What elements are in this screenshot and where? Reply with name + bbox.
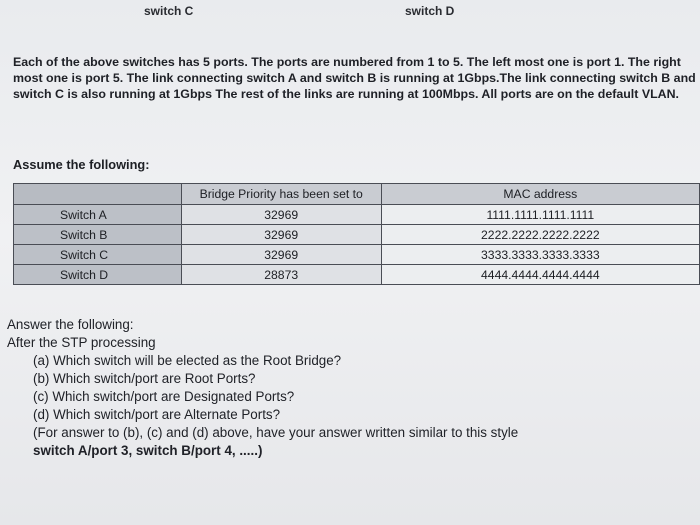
answer-subtitle: After the STP processing bbox=[7, 335, 156, 350]
intro-paragraph: Each of the above switches has 5 ports. The ports are numbered from 1 to 5. The left most one is port 1. The right most one is port 5. The link connecting switch A and switch B is running at 1Gbps.The link connecting switch B and switch C is also running at 1Gbps The rest of the links are running at 100Mbps. All ports are on the default VLAN. bbox=[13, 55, 696, 101]
answer-format-example: switch A/port 3, switch B/port 4, .....) bbox=[33, 443, 263, 458]
mac-address: 3333.3333.3333.3333 bbox=[381, 245, 699, 265]
table-header-row bbox=[14, 184, 700, 205]
header-mac: MAC address bbox=[381, 184, 699, 205]
bridge-priority: 28873 bbox=[181, 265, 381, 285]
mac-address: 4444.4444.4444.4444 bbox=[381, 265, 699, 285]
answer-title: Answer the following: bbox=[7, 317, 134, 332]
answer-format-note: (For answer to (b), (c) and (d) above, have your answer written similar to this style bbox=[33, 425, 519, 440]
table-row bbox=[14, 245, 700, 265]
question-c: (c) Which switch/port are Designated Ports? bbox=[33, 389, 295, 404]
assume-heading: Assume the following: bbox=[13, 157, 150, 172]
table-row bbox=[14, 205, 700, 225]
mac-address: 2222.2222.2222.2222 bbox=[381, 225, 699, 245]
header-priority: Bridge Priority has been set to bbox=[181, 184, 381, 205]
table-row bbox=[14, 265, 700, 285]
switch-name: Switch A bbox=[14, 205, 182, 225]
question-b: (b) Which switch/port are Root Ports? bbox=[33, 371, 256, 386]
question-a: (a) Which switch will be elected as the Root Bridge? bbox=[33, 353, 342, 368]
mac-address: 1111.1111.1111.1111 bbox=[381, 205, 699, 225]
bridge-priority: 32969 bbox=[181, 225, 381, 245]
switch-name: Switch C bbox=[14, 245, 182, 265]
switch-d-label: switch D bbox=[405, 4, 455, 18]
answer-section bbox=[7, 316, 518, 460]
switch-c-label: switch C bbox=[144, 4, 194, 18]
bridge-priority: 32969 bbox=[181, 205, 381, 225]
header-switch bbox=[14, 184, 182, 205]
bridge-priority: 32969 bbox=[181, 245, 381, 265]
switch-name: Switch D bbox=[14, 265, 182, 285]
question-d: (d) Which switch/port are Alternate Ports? bbox=[33, 407, 281, 422]
switch-name: Switch B bbox=[14, 225, 182, 245]
table-row bbox=[14, 225, 700, 245]
bridge-table bbox=[13, 183, 700, 285]
